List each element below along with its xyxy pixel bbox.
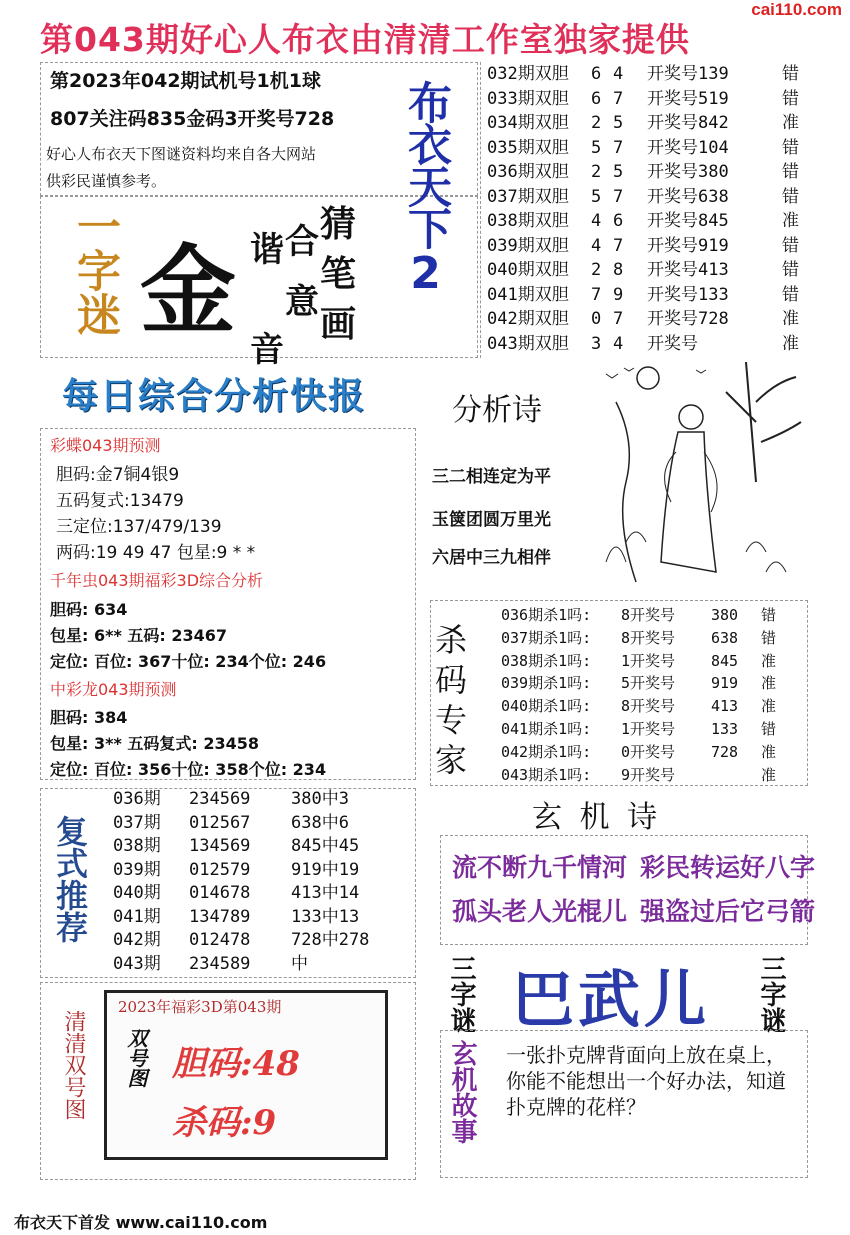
double-dan-b: 8: [613, 260, 624, 280]
shama-row: [501, 695, 801, 717]
double-dan-p: 032期双胆: [487, 64, 569, 84]
double-dan-k: 开奖号842: [647, 113, 729, 133]
shama-n: 133: [711, 720, 739, 738]
double-dan-p: 039期双胆: [487, 235, 569, 256]
double-dan-r: 错: [782, 235, 799, 256]
shuanghao-dan: 胆码:48: [172, 1044, 300, 1084]
fushi-r: 638中6: [291, 812, 349, 833]
fushi-r: 919中19: [291, 859, 360, 880]
double-dan-p: 035期双胆: [487, 137, 569, 158]
double-dan-k: 开奖号845: [647, 211, 729, 231]
qiannian-l2: 包星: 6** 五码: 23467: [50, 626, 228, 645]
fushi-c: 012567: [189, 812, 251, 833]
double-dan-b: 5: [613, 113, 624, 133]
double-dan-row: [487, 283, 797, 307]
fushi-row: [113, 859, 403, 882]
shama-p: 040期杀1吗:: [501, 697, 592, 716]
fushi-c: 134569: [189, 836, 251, 856]
fushi-row: [113, 812, 403, 835]
shama-row: [501, 741, 801, 763]
fushi-row: [113, 882, 403, 905]
riddle-c3a: 谐: [250, 230, 284, 270]
double-dan-r: 错: [782, 88, 799, 109]
shama-p: 037期杀1吗:: [501, 628, 592, 647]
site-brand[interactable]: cai110.com: [722, 0, 842, 22]
shuanghao-side: 双号图: [124, 1028, 148, 1088]
double-dan-a: 2: [591, 113, 602, 133]
fushi-c: 234569: [189, 789, 251, 809]
daily-title: 每日综合分析快报: [62, 376, 367, 417]
double-dan-r: 错: [782, 137, 799, 158]
shama-row: [501, 672, 801, 694]
shama-k: 1开奖号: [621, 651, 676, 670]
qiannian-title: 千年虫043期福彩3D综合分析: [50, 571, 264, 590]
double-dan-p: 033期双胆: [487, 88, 569, 109]
shama-p: 038期杀1吗:: [501, 651, 592, 670]
riddle-c1a: 猜: [320, 204, 357, 245]
shama-row: [501, 650, 801, 672]
shama-r: 准: [761, 674, 777, 693]
fushi-p: 040期: [113, 883, 161, 903]
double-dan-row: [487, 307, 797, 331]
zhongcai-l3: 定位: 百位: 356十位: 358个位: 234: [50, 760, 327, 779]
double-dan-p: 037期双胆: [487, 186, 569, 207]
double-dan-a: 6: [591, 88, 602, 109]
zhongcai-title: 中彩龙043期预测: [50, 680, 177, 699]
shama-k: 8开奖号: [621, 606, 676, 624]
double-dan-b: 7: [613, 88, 624, 109]
shama-p: 039期杀1吗:: [501, 674, 592, 693]
page-title: 第043期好心人布衣由清清工作室独家提供: [40, 20, 690, 59]
xuanji-l1b: 彩民转运好八字: [640, 853, 816, 882]
fushi-c: 014678: [189, 883, 251, 903]
poem-title: 分析诗: [452, 393, 542, 428]
double-dan-a: 6: [591, 64, 602, 84]
double-dan-a: 0: [591, 309, 602, 329]
riddle-col1: [320, 200, 360, 350]
double-dan-b: 7: [613, 309, 624, 329]
fushi-row: [113, 835, 403, 858]
riddle-col2: [285, 212, 325, 332]
shama-p: 042期杀1吗:: [501, 742, 592, 761]
shama-n: 380: [711, 606, 739, 624]
sanzi-center: 巴武儿: [512, 963, 711, 1036]
fushi-p: 038期: [113, 836, 161, 856]
shama-k: 5开奖号: [621, 674, 676, 693]
double-dan-r: 准: [782, 113, 799, 133]
shama-r: 准: [761, 697, 777, 716]
shama-k: 9开奖号: [621, 765, 676, 784]
poet-illustration: [596, 362, 806, 594]
fushi-row: [113, 906, 403, 929]
shama-p: 036期杀1吗:: [501, 606, 592, 624]
double-dan-p: 040期双胆: [487, 260, 569, 280]
double-dan-b: 7: [613, 235, 624, 256]
shama-r: 错: [761, 720, 777, 738]
poem-l1: 三二相连定为平: [432, 467, 551, 487]
shama-n: 919: [711, 674, 739, 693]
header-note2: 供彩民谨慎参考。: [46, 172, 167, 190]
shama-k: 1开奖号: [621, 720, 676, 738]
shama-p: 041期杀1吗:: [501, 720, 592, 738]
double-dan-row: [487, 111, 797, 135]
fushi-label: 复式推荐: [51, 815, 89, 943]
shama-n: 728: [711, 742, 739, 761]
fushi-r: 728中278: [291, 930, 370, 950]
double-dan-row: [487, 185, 797, 209]
xuanji-l2a: 孤头老人光棍儿: [452, 897, 628, 926]
double-dan-k: 开奖号: [647, 333, 698, 354]
double-dan-r: 错: [782, 260, 799, 280]
double-dan-b: 5: [613, 162, 624, 182]
shama-label: 杀码专家: [435, 621, 468, 779]
double-dan-a: 2: [591, 260, 602, 280]
shama-r: 错: [761, 628, 777, 647]
double-dan-k: 开奖号413: [647, 260, 729, 280]
double-dan-b: 7: [613, 186, 624, 207]
riddle-left: 一字迷: [69, 204, 120, 336]
shama-r: 错: [761, 606, 777, 624]
header-note1: 好心人布衣天下图谜资料均来自各大网站: [46, 145, 317, 163]
double-dan-b: 9: [613, 284, 624, 305]
double-dan-a: 7: [591, 284, 602, 305]
shama-k: 8开奖号: [621, 628, 676, 647]
caidie-l4: 两码:19 49 47 包星:9 * *: [56, 543, 256, 563]
shama-r: 准: [761, 765, 777, 784]
shama-r: 准: [761, 742, 777, 761]
double-dan-row: [487, 62, 797, 86]
double-dan-b: 7: [613, 137, 624, 158]
caidie-l1: 胆码:金7铜4银9: [56, 465, 180, 485]
qiannian-l1: 胆码: 634: [50, 600, 128, 619]
fushi-r: 133中13: [291, 906, 360, 927]
fushi-c: 012478: [189, 930, 251, 950]
double-dan-row: [487, 160, 797, 184]
header-line2: 807关注码835金码3开奖号728: [50, 108, 335, 130]
double-dan-b: 6: [613, 211, 624, 231]
fushi-row: [113, 929, 403, 952]
riddle-c3b: 音: [250, 330, 284, 370]
shama-row: [501, 718, 801, 740]
double-dan-k: 开奖号104: [647, 137, 729, 158]
sanzi-right: 三字谜: [756, 955, 786, 1033]
double-dan-r: 错: [782, 162, 799, 182]
shuanghao-label: 清清双号图: [61, 1010, 86, 1120]
brand-vertical: 布衣天下2: [400, 80, 451, 297]
riddle-c1b: 笔: [320, 254, 357, 295]
double-dan-a: 2: [591, 162, 602, 182]
double-dan-a: 5: [591, 186, 602, 207]
fushi-p: 039期: [113, 859, 161, 880]
story-text: 一张扑克牌背面向上放在桌上，你能不能想出一个好办法，知道扑克牌的花样？: [506, 1043, 786, 1119]
caidie-l3: 三定位:137/479/139: [56, 517, 222, 537]
double-dan-k: 开奖号638: [647, 186, 729, 207]
fushi-row: [113, 788, 403, 811]
shama-n: 413: [711, 697, 739, 716]
shama-k: 8开奖号: [621, 697, 676, 716]
poem-l3: 六居中三九相伴: [432, 548, 551, 568]
double-dan-p: 034期双胆: [487, 113, 569, 133]
double-dan-row: [487, 258, 797, 282]
fushi-p: 042期: [113, 930, 161, 950]
caidie-l2: 五码复式:13479: [56, 491, 184, 511]
shama-row: [501, 764, 801, 786]
double-dan-k: 开奖号380: [647, 162, 729, 182]
double-dan-k: 开奖号919: [647, 235, 729, 256]
double-dan-p: 043期双胆: [487, 333, 569, 354]
double-dan-row: [487, 234, 797, 258]
double-dan-r: 准: [782, 211, 799, 231]
riddle-big-char: 金: [140, 234, 236, 347]
sanzi-left: 三字谜: [446, 955, 476, 1033]
xuanji-l1a: 流不断九千情河: [452, 853, 628, 882]
header-line1: 第2023年042期试机号1机1球: [50, 70, 321, 92]
double-dan-p: 041期双胆: [487, 284, 569, 305]
double-dan-r: 准: [782, 333, 799, 354]
fushi-r: 380中3: [291, 789, 349, 809]
fushi-r: 413中14: [291, 883, 360, 903]
double-dan-k: 开奖号139: [647, 64, 729, 84]
fushi-p: 036期: [113, 789, 161, 809]
double-dan-a: 5: [591, 137, 602, 158]
double-dan-row: [487, 136, 797, 160]
xuanji-title: 玄 机 诗: [532, 800, 662, 835]
fushi-p: 041期: [113, 906, 161, 927]
xuanji-l2b: 强盗过后它弓箭: [640, 897, 816, 926]
shama-k: 0开奖号: [621, 742, 676, 761]
shama-n: 638: [711, 628, 739, 647]
fushi-c: 134789: [189, 906, 251, 927]
double-dan-a: 3: [591, 333, 602, 354]
shama-p: 043期杀1吗:: [501, 765, 592, 784]
double-dan-a: 4: [591, 211, 602, 231]
double-dan-row: [487, 332, 797, 356]
double-dan-b: 4: [613, 333, 624, 354]
fushi-c: 012579: [189, 859, 251, 880]
double-dan-k: 开奖号519: [647, 88, 729, 109]
fushi-p: 043期: [113, 953, 161, 974]
double-dan-a: 4: [591, 235, 602, 256]
footer[interactable]: 布衣天下首发 www.cai110.com: [14, 1213, 268, 1232]
double-dan-row: [487, 209, 797, 233]
zhongcai-l2: 包星: 3** 五码复式: 23458: [50, 734, 260, 753]
double-dan-row: [487, 87, 797, 111]
shama-row: [501, 604, 801, 626]
qiannian-l3: 定位: 百位: 367十位: 234个位: 246: [50, 652, 327, 671]
shama-n: 845: [711, 651, 739, 670]
double-dan-p: 036期双胆: [487, 162, 569, 182]
double-dan-k: 开奖号728: [647, 309, 729, 329]
double-dan-r: 错: [782, 64, 799, 84]
poem-l2: 玉箧团圆万里光: [432, 510, 551, 530]
shuanghao-sha: 杀码:9: [172, 1103, 277, 1143]
double-dan-b: 4: [613, 64, 624, 84]
double-dan-p: 042期双胆: [487, 309, 569, 329]
fushi-c: 234589: [189, 953, 251, 974]
double-dan-r: 错: [782, 186, 799, 207]
double-dan-r: 准: [782, 309, 799, 329]
fushi-r: 845中45: [291, 836, 360, 856]
fushi-p: 037期: [113, 812, 161, 833]
double-dan-table: [480, 62, 800, 358]
double-dan-k: 开奖号133: [647, 284, 729, 305]
double-dan-r: 错: [782, 284, 799, 305]
story-label: 玄机故事: [447, 1040, 477, 1144]
riddle-c2b: 意: [285, 282, 319, 322]
shama-r: 准: [761, 651, 777, 670]
shuanghao-header: 2023年福彩3D第043期: [118, 998, 282, 1016]
riddle-c2a: 合: [285, 222, 319, 262]
shama-row: [501, 627, 801, 649]
zhongcai-l1: 胆码: 384: [50, 708, 128, 727]
double-dan-p: 038期双胆: [487, 211, 569, 231]
riddle-c1c: 画: [320, 304, 357, 345]
fushi-row: [113, 953, 403, 976]
caidie-title: 彩蝶043期预测: [50, 436, 161, 455]
fushi-r: 中: [291, 953, 308, 974]
